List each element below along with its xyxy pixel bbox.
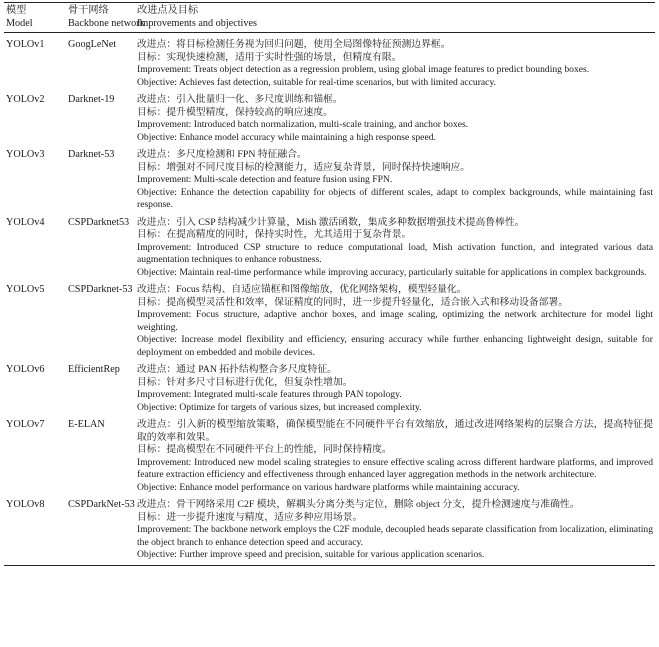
model-cell <box>4 39 68 52</box>
comparison-table <box>4 2 655 566</box>
description-line: 目标：提升模型精度，保持较高的响应速度。 <box>137 106 333 118</box>
table-row <box>4 212 655 280</box>
header-backbone <box>68 5 145 30</box>
model-cell <box>4 364 68 377</box>
table-row <box>4 89 655 144</box>
model-name: YOLOv6 <box>6 364 45 375</box>
description-cell <box>137 284 655 359</box>
description-cell <box>137 39 655 89</box>
description-line: Improvement: Treats object detection as a regression problem, using global image features to predict bounding boxes. <box>137 64 590 75</box>
header-backbone-en: Backbone network <box>68 17 145 29</box>
header-model <box>4 5 68 30</box>
table-body <box>4 33 655 565</box>
description-line: 目标：针对多尺寸目标进行优化，但复杂性增加。 <box>137 376 353 388</box>
model-name: YOLOv3 <box>6 149 45 160</box>
description-line: Objective: Optimize for targets of various sizes, but increased complexity. <box>137 401 422 413</box>
backbone-name: CSPDarknet-53 <box>68 284 133 295</box>
backbone-cell <box>68 39 137 52</box>
backbone-cell <box>68 364 137 377</box>
backbone-cell <box>68 284 137 297</box>
description-line: Improvement: Integrated multi-scale features through PAN topology. <box>137 389 402 400</box>
description-cell <box>137 419 655 494</box>
table-row <box>4 144 655 212</box>
header-model-en: Model <box>6 17 33 29</box>
table-bottom-rule <box>4 565 655 566</box>
description-line: Improvement: Multi-scale detection and feature fusion using FPN. <box>137 174 393 185</box>
description-line: Improvement: Introduced batch normalization, multi-scale training, and anchor boxes. <box>137 119 469 130</box>
header-desc-cn: 改进点及目标 <box>137 5 199 16</box>
description-line: 目标：实现快速检测，适用于实时性强的场景，但精度有限。 <box>137 51 402 63</box>
description-line: Improvement: Introduced new model scaling strategies to ensure effective scaling across different hardware platforms, and improved feature extraction efficiency and effectiveness through enhanced layer aggregation methods in the network architecture. <box>137 456 653 480</box>
description-line: Improvement: Introduced CSP structure to reduce computational load, Mish activation function, and integrated various data augmentation techniques to enhance robustness. <box>137 241 653 265</box>
backbone-cell <box>68 94 137 107</box>
backbone-cell <box>68 419 137 432</box>
description-line: 目标：增强对不同尺度目标的检测能力，适应复杂背景，同时保持快速响应。 <box>137 161 471 173</box>
model-name: YOLOv7 <box>6 419 45 430</box>
header-model-cn: 模型 <box>6 5 27 16</box>
description-line: Objective: Maintain real-time performance while improving accuracy, particularly suitable for applications in complex backgrounds. <box>137 266 647 278</box>
model-cell <box>4 217 68 230</box>
description-cell <box>137 94 655 144</box>
description-line: 改进点：骨干网络采用 C2F 模块，解耦头分离分类与定位，删除 object 分支，提升检测速度与准确性。 <box>137 499 580 510</box>
description-line: 改进点：Focus 结构、自适应锚框和图像缩放，优化网络架构，模型轻量化。 <box>137 284 467 295</box>
backbone-name: Darknet-19 <box>68 94 115 105</box>
description-line: 目标：提高模型在不同硬件平台上的性能，同时保持精度。 <box>137 444 392 455</box>
backbone-name: GoogLeNet <box>68 39 117 50</box>
description-line: 改进点：多尺度检测和 FPN 特征融合。 <box>137 149 307 160</box>
description-line: 改进点：引入批量归一化、多尺度训练和锚框。 <box>137 94 343 105</box>
model-cell <box>4 284 68 297</box>
model-cell <box>4 419 68 432</box>
model-name: YOLOv2 <box>6 94 45 105</box>
description-line: Improvement: The backbone network employs the C2F module, decoupled heads separate classification from localization, eliminating the object branch to enhance detection speed and accuracy. <box>137 524 653 548</box>
table-row <box>4 494 655 562</box>
backbone-name: CSPDarkNet-53 <box>68 499 135 510</box>
description-line: 改进点：引入 CSP 结构减少计算量，Mish 激活函数，集成多种数据增强技术提高鲁棒性。 <box>137 216 525 228</box>
model-cell <box>4 94 68 107</box>
backbone-name: Darknet-53 <box>68 149 115 160</box>
description-line: Objective: Enhance model accuracy while maintaining a high response speed. <box>137 131 436 143</box>
model-name: YOLOv1 <box>6 39 45 50</box>
header-backbone-cn: 骨干网络 <box>68 5 109 16</box>
description-cell <box>137 499 655 562</box>
description-line: 目标：在提高精度的同时，保持实时性，尤其适用于复杂背景。 <box>137 229 412 240</box>
description-line: Objective: Further improve speed and precision, suitable for various application scenarios. <box>137 549 485 560</box>
table-row <box>4 279 655 359</box>
backbone-cell <box>68 217 137 230</box>
backbone-name: CSPDarknet53 <box>68 216 130 228</box>
model-name: YOLOv8 <box>6 499 45 510</box>
description-line: 改进点：通过 PAN 拓扑结构整合多尺度特征。 <box>137 364 337 375</box>
table-header <box>4 3 655 32</box>
table-row <box>4 33 655 89</box>
model-cell <box>4 149 68 162</box>
backbone-name: E-ELAN <box>68 419 105 430</box>
description-cell <box>137 364 655 414</box>
model-cell <box>4 499 68 512</box>
description-line: Objective: Achieves fast detection, suitable for real-time scenarios, but with limited accuracy. <box>137 76 497 88</box>
backbone-cell <box>68 149 137 162</box>
description-cell <box>137 217 655 280</box>
description-line: Improvement: Focus structure, adaptive anchor boxes, and image scaling, optimizing the network architecture for model light weighting. <box>137 309 653 333</box>
description-line: 改进点：将目标检测任务视为回归问题，使用全局图像特征预测边界框。 <box>137 39 451 50</box>
description-line: 改进点：引入新的模型缩放策略，确保模型能在不同硬件平台有效缩放，通过改进网络架构的层聚合方法，提高特征提取的效率和效果。 <box>137 419 653 443</box>
description-line: Objective: Enhance the detection capability for objects of different scales, adapt to complex backgrounds, while maintaining fast response. <box>137 186 653 210</box>
model-name: YOLOv4 <box>6 216 45 228</box>
description-line: Objective: Increase model flexibility and efficiency, ensuring accuracy while further enhancing lightweight design, suitable for deployment on embedded and mobile devices. <box>137 334 653 358</box>
header-desc <box>137 5 655 30</box>
description-line: 目标：提高模型灵活性和效率，保证精度的同时，进一步提升轻量化，适合嵌入式和移动设备部署。 <box>137 296 569 308</box>
description-cell <box>137 149 655 212</box>
backbone-cell <box>68 499 137 512</box>
model-name: YOLOv5 <box>6 284 45 295</box>
description-line: Objective: Enhance model performance on various hardware platforms while maintaining accuracy. <box>137 481 520 493</box>
description-line: 目标：进一步提升速度与精度，适应多种应用场景。 <box>137 511 363 523</box>
table-row <box>4 359 655 414</box>
backbone-name: EfficientRep <box>68 364 120 375</box>
table-row <box>4 414 655 494</box>
header-desc-en: Improvements and objectives <box>137 17 257 29</box>
